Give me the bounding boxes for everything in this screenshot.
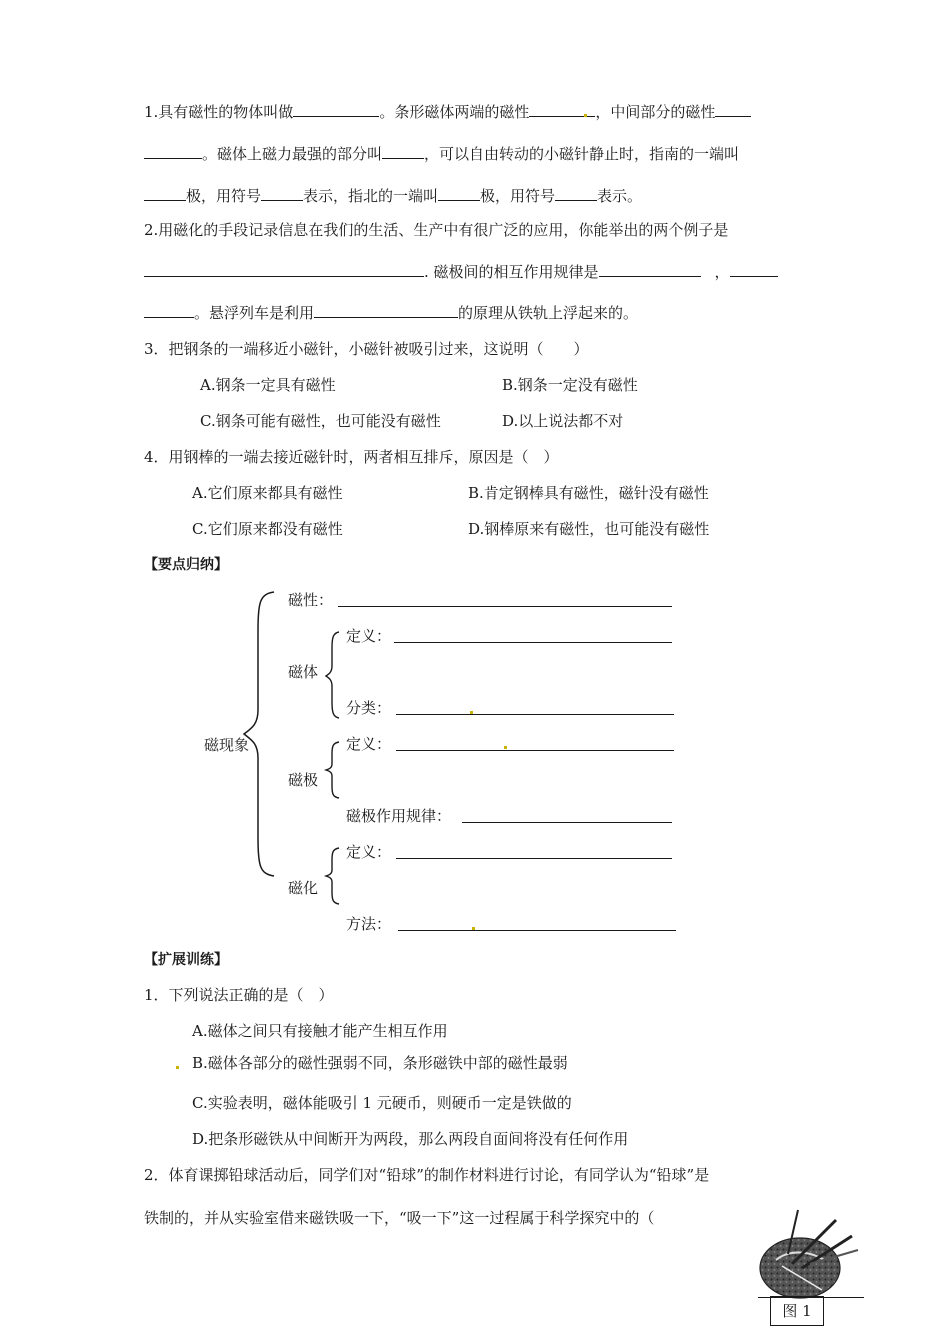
citi-cls-line[interactable] bbox=[396, 714, 674, 715]
q2-line-2: . 磁极间的相互作用规律是 ， bbox=[144, 262, 778, 282]
figure-caption-box bbox=[770, 1296, 824, 1326]
q2-line-1: 2.用磁化的手段记录信息在我们的生活、生产中有很广泛的应用，你能举出的两个例子是 bbox=[144, 221, 729, 239]
q4-option-d[interactable]: D.钢棒原来有磁性，也可能没有磁性 bbox=[468, 520, 710, 538]
citi-label: 磁体 bbox=[288, 663, 319, 681]
ciji-def-label: 定义： bbox=[346, 735, 392, 753]
q4-option-c[interactable]: C.它们原来都没有磁性 bbox=[192, 520, 343, 538]
speck bbox=[470, 711, 473, 714]
q1-line-2: 。磁体上磁力最强的部分叫 ，可以自由转动的小磁针静止时，指南的一端叫 bbox=[144, 144, 739, 164]
q4-stem: 4．用钢棒的一端去接近磁针时，两者相互排斥，原因是（ ） bbox=[144, 448, 559, 466]
q2-blank-4[interactable] bbox=[144, 303, 194, 318]
q1-blank-9[interactable] bbox=[555, 186, 597, 201]
q3-option-a[interactable]: A.钢条一定具有磁性 bbox=[200, 376, 336, 394]
summary-heading: 【要点归纳】 bbox=[144, 557, 228, 573]
cixing-line[interactable] bbox=[338, 606, 672, 607]
q2-blank-2[interactable] bbox=[599, 262, 701, 277]
q1-blank-4[interactable] bbox=[144, 144, 202, 159]
q1-blank-8[interactable] bbox=[438, 186, 480, 201]
ext-q1-option-c[interactable]: C.实验表明，磁体能吸引 1 元硬币，则硬币一定是铁做的 bbox=[192, 1094, 572, 1112]
q1-line-3: 极，用符号 表示，指北的一端叫 极，用符号 表示。 bbox=[144, 186, 642, 206]
q3-option-c[interactable]: C.钢条可能有磁性，也可能没有磁性 bbox=[200, 412, 441, 430]
q2-blank-5[interactable] bbox=[314, 303, 458, 318]
q4-option-a[interactable]: A.它们原来都具有磁性 bbox=[192, 484, 343, 502]
citi-brace bbox=[324, 630, 344, 720]
ciji-rule-label: 磁极作用规律： bbox=[346, 807, 452, 825]
ext-q1-stem: 1．下列说法正确的是（ ） bbox=[144, 986, 334, 1004]
ext-q1-option-a[interactable]: A.磁体之间只有接触才能产生相互作用 bbox=[192, 1022, 448, 1040]
speck bbox=[504, 746, 507, 749]
q4-option-b[interactable]: B.肯定钢棒具有磁性，磁针没有磁性 bbox=[468, 484, 709, 502]
speck bbox=[472, 927, 475, 930]
q2-blank-3[interactable] bbox=[730, 262, 778, 277]
ext-q2-line-2: 铁制的，并从实验室借来磁铁吸一下，“吸一下”这一过程属于科学探究中的（ bbox=[144, 1209, 655, 1227]
cixing-label: 磁性： bbox=[288, 591, 334, 609]
ciji-brace bbox=[324, 740, 344, 800]
cihua-label: 磁化 bbox=[288, 879, 319, 897]
q1-blank-6[interactable] bbox=[144, 186, 186, 201]
q1-blank-3[interactable] bbox=[715, 102, 751, 117]
cihua-method-label: 方法： bbox=[346, 915, 392, 933]
ext-q2-line-1: 2．体育课掷铅球活动后，同学们对“铅球”的制作材料进行讨论，有同学认为“铅球”是 bbox=[144, 1166, 710, 1184]
speck bbox=[176, 1066, 179, 1069]
citi-def-label: 定义： bbox=[346, 627, 392, 645]
q1-blank-5[interactable] bbox=[382, 144, 424, 159]
cihua-brace bbox=[324, 846, 344, 906]
ciji-rule-line[interactable] bbox=[462, 822, 672, 823]
q2-line-3: 。悬浮列车是利用 的原理从铁轨上浮起来的。 bbox=[144, 303, 638, 323]
q3-option-b[interactable]: B.钢条一定没有磁性 bbox=[502, 376, 638, 394]
ciji-label: 磁极 bbox=[288, 771, 319, 789]
speck bbox=[584, 114, 587, 117]
citi-cls-label: 分类： bbox=[346, 699, 392, 717]
cihua-def-label: 定义： bbox=[346, 843, 392, 861]
q3-stem: 3．把钢条的一端移近小磁针，小磁针被吸引过来，这说明（ ） bbox=[144, 340, 589, 358]
cihua-method-line[interactable] bbox=[398, 930, 676, 931]
q2-blank-1[interactable] bbox=[144, 262, 424, 277]
ciji-def-line[interactable] bbox=[396, 750, 674, 751]
ext-q1-option-b[interactable]: B.磁体各部分的磁性强弱不同，条形磁铁中部的磁性最弱 bbox=[192, 1054, 568, 1072]
citi-def-line[interactable] bbox=[394, 642, 672, 643]
q1-blank-1[interactable] bbox=[293, 102, 379, 117]
summary-root-label: 磁现象 bbox=[204, 736, 250, 754]
cihua-def-line[interactable] bbox=[396, 858, 672, 859]
shot-put-figure bbox=[752, 1206, 864, 1302]
q3-option-d[interactable]: D.以上说法都不对 bbox=[502, 412, 624, 430]
ext-q1-option-d[interactable]: D.把条形磁铁从中间断开为两段，那么两段自面间将没有任何作用 bbox=[192, 1130, 629, 1148]
q1-line-1: 1.具有磁性的物体叫做 。条形磁体两端的磁性 ，中间部分的磁性 bbox=[144, 102, 751, 122]
figure-caption: 图 1 bbox=[782, 1302, 812, 1320]
q1-blank-7[interactable] bbox=[261, 186, 303, 201]
ext-heading: 【扩展训练】 bbox=[144, 952, 228, 968]
